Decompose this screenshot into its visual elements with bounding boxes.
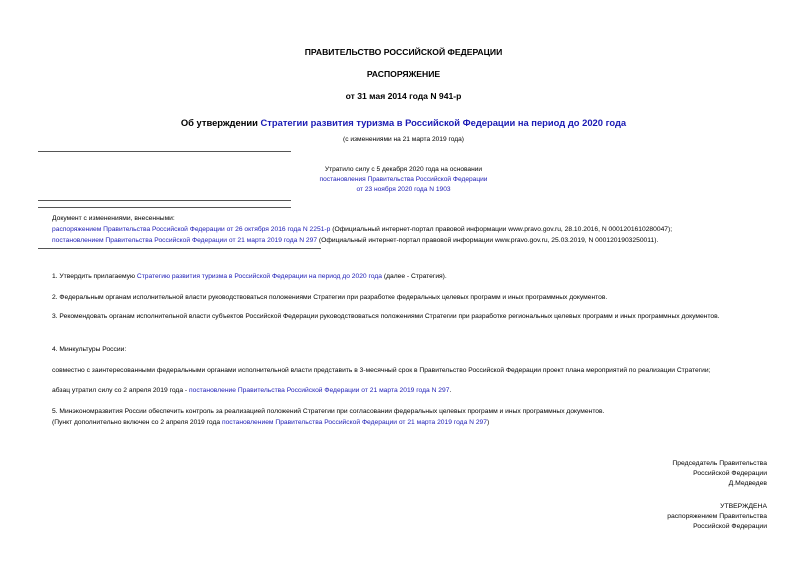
signature-name: Д.Медведев (728, 480, 767, 487)
change-item-1: распоряжением Правительства Российской Федерации от 26 октября 2016 года N 2251-р (Официальный интернет-портал правовой информации www.pravo.gov.ru, 28.10.2016, N 0001201610280047); (52, 226, 673, 233)
divider (38, 151, 291, 152)
divider (38, 200, 291, 201)
approved-country: Российской Федерации (693, 523, 767, 530)
signature-block (672, 459, 767, 489)
org-heading: ПРАВИТЕЛЬСТВО РОССИЙСКОЙ ФЕДЕРАЦИИ (304, 47, 503, 57)
document-title (0, 117, 807, 128)
expired-note (0, 165, 807, 195)
paragraph-4b: абзац утратил силу со 2 апреля 2019 года - постановление Правительства Российской Федерации от 21 марта 2019 года N 297. (52, 387, 452, 394)
repeal-link[interactable]: постановление Правительства Российской Федерации от 21 марта 2019 года N 297 (189, 387, 450, 394)
signature-country: Российской Федерации (693, 470, 767, 477)
expired-link-1[interactable]: постановления Правительства Российской Федерации (319, 176, 488, 183)
change-2-link[interactable]: постановлением Правительства Российской Федерации от 21 марта 2019 года N 297 (52, 237, 318, 244)
expired-link-2[interactable]: от 23 ноября 2020 года N 1903 (356, 186, 451, 193)
divider (38, 207, 291, 208)
changes-intro: Документ с изменениями, внесенными: (52, 215, 175, 222)
amend-note: (с изменениями на 21 марта 2019 года) (343, 136, 464, 143)
divider (38, 248, 321, 249)
approved-by: распоряжением Правительства (667, 513, 767, 520)
changes-block (52, 213, 772, 246)
doc-type: РАСПОРЯЖЕНИЕ (366, 69, 441, 79)
date-number: от 31 мая 2014 года N 941-р (345, 91, 462, 101)
approved-block (667, 502, 767, 532)
expired-line: Утратило силу с 5 декабря 2020 года на основании (324, 166, 483, 173)
strategy-title-link[interactable]: Стратегии развития туризма в Российской Федерации на период до 2020 года (260, 117, 627, 128)
change-1-link[interactable]: распоряжением Правительства Российской Федерации от 26 октября 2016 года N 2251-р (52, 226, 331, 233)
title-prefix: Об утверждении (180, 117, 261, 128)
strategy-link[interactable]: Стратегию развития туризма в Российской Федерации на период до 2020 года (136, 273, 382, 280)
paragraph-4: 4. Минкультуры России: (52, 346, 127, 353)
inclusion-link[interactable]: постановлением Правительства Российской Федерации от 21 марта 2019 года N 297 (221, 419, 487, 426)
paragraph-1: 1. Утвердить прилагаемую Стратегию развития туризма в Российской Федерации на период до 2020 года (далее - Стратегия). (52, 273, 447, 280)
approved-label: УТВЕРЖДЕНА (720, 503, 767, 510)
paragraph-4a: совместно с заинтересованными федеральными органами исполнительной власти представить в 3-месячный срок в Правительство Российской Федерации проект плана мероприятий по реализации Стратегии; (52, 367, 711, 374)
signature-position: Председатель Правительства (672, 460, 767, 467)
paragraph-3: 3. Рекомендовать органам исполнительной власти субъектов Российской Федерации руководствоваться положениями Стратегии при разработке региональных целевых программ и иных программных документов. (52, 313, 720, 320)
change-item-2: постановлением Правительства Российской Федерации от 21 марта 2019 года N 297 (Официальный интернет-портал правовой информации www.pravo.gov.ru, 25.03.2019, N 0001201903250011). (52, 237, 659, 244)
paragraph-5: 5. Минэкономразвития России обеспечить контроль за реализацией положений Стратегии при согласовании федеральных целевых программ и иных программных документов. (52, 408, 605, 415)
paragraph-2: 2. Федеральным органам исполнительной власти руководствоваться положениями Стратегии при разработке федеральных целевых программ и иных программных документов. (52, 294, 608, 301)
paragraph-5-note: (Пункт дополнительно включен со 2 апреля 2019 года постановлением Правительства Российской Федерации от 21 марта 2019 года N 297) (52, 419, 490, 426)
